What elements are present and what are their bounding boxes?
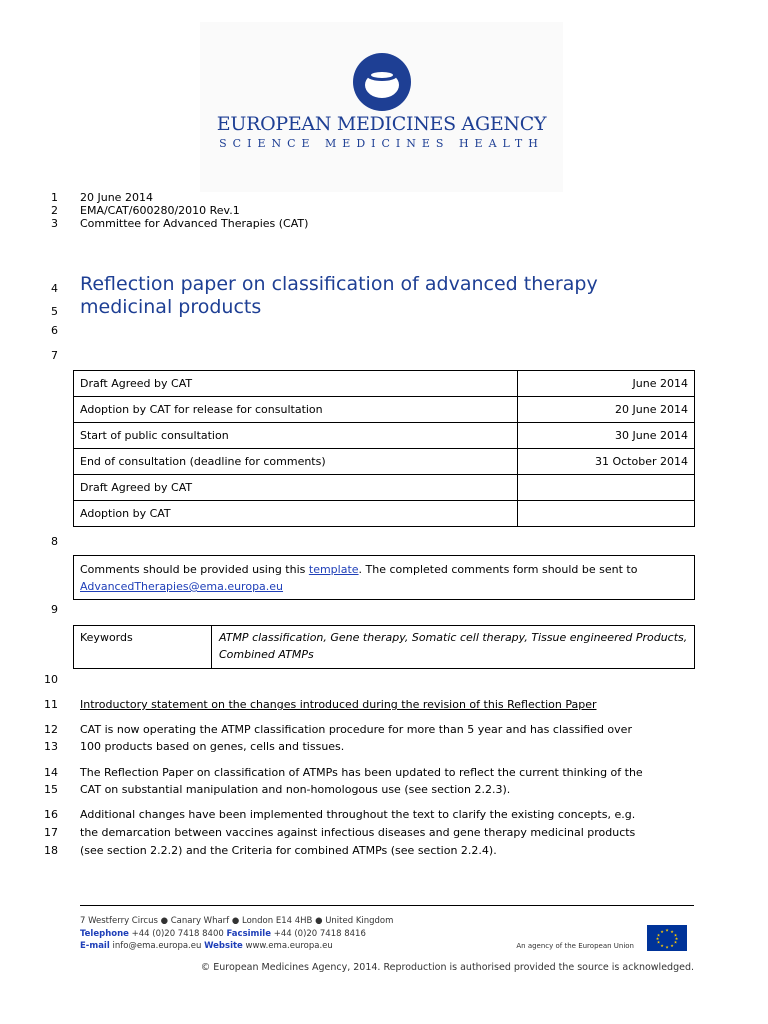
line-number: 8	[51, 535, 58, 548]
table-cell-date: June 2014	[518, 371, 695, 397]
body-text-line: Additional changes have been implemented throughout the text to clarify the existing concepts, e.g.	[80, 808, 636, 821]
table-cell-date: 31 October 2014	[518, 449, 695, 475]
table-cell-label: Adoption by CAT	[74, 501, 518, 527]
comments-text-start: Comments should be provided using this	[80, 563, 309, 576]
svg-text:★: ★	[670, 929, 674, 934]
keywords-divider	[211, 626, 212, 668]
footer-contact-line	[80, 941, 333, 951]
line-number: 13	[44, 740, 58, 753]
template-link[interactable]: template	[308, 563, 359, 576]
table-cell-date: 30 June 2014	[518, 423, 695, 449]
line-number: 11	[44, 698, 58, 711]
line-number: 14	[44, 766, 58, 779]
table-row	[74, 475, 695, 501]
footer-website[interactable]: www.ema.europa.eu	[245, 941, 333, 951]
footer-address: 7 Westferry Circus ● Canary Wharf ● London E14 4HB ● United Kingdom	[80, 916, 394, 926]
table-row	[74, 371, 695, 397]
svg-text:★: ★	[656, 932, 661, 938]
line-number: 12	[44, 723, 58, 736]
table-row	[74, 397, 695, 423]
body-text-line: The Reflection Paper on classification of ATMPs has been updated to reflect the current thinking of the	[80, 766, 643, 779]
svg-text:★: ★	[673, 932, 678, 938]
table-cell-label: Adoption by CAT for release for consultation	[74, 397, 518, 423]
table-cell-label: Draft Agreed by CAT	[74, 475, 518, 501]
body-text-line: CAT on substantial manipulation and non-homologous use (see section 2.2.3).	[80, 783, 511, 796]
logo-subtitle: SCIENCE MEDICINES HEALTH	[219, 137, 544, 150]
line-number: 2	[51, 204, 58, 217]
body-text-line: the demarcation between vaccines against infectious diseases and gene therapy medicinal products	[80, 826, 636, 839]
line-number: 6	[51, 324, 58, 337]
document-title-line-1: Reflection paper on classification of advanced therapy	[80, 273, 598, 295]
line-number: 3	[51, 217, 58, 230]
table-row	[74, 449, 695, 475]
table-cell-date: 20 June 2014	[518, 397, 695, 423]
body-text-line: 100 products based on genes, cells and tissues.	[80, 740, 345, 753]
footer-email[interactable]: info@ema.europa.eu	[112, 941, 202, 951]
line-number: 10	[44, 673, 58, 686]
line-number: 9	[51, 603, 58, 616]
svg-text:★: ★	[660, 943, 664, 948]
svg-text:★: ★	[673, 939, 678, 945]
body-text-line: CAT is now operating the ATMP classification procedure for more than 5 year and has classified over	[80, 723, 632, 736]
table-cell-date	[518, 475, 695, 501]
document-reference: EMA/CAT/600280/2010 Rev.1	[80, 204, 240, 217]
comments-email-link[interactable]: AdvancedTherapies@ema.europa.eu	[80, 580, 284, 593]
footer-phone-line	[80, 929, 366, 939]
svg-text:★: ★	[670, 943, 674, 948]
keywords-box	[73, 625, 695, 669]
committee-name: Committee for Advanced Therapies (CAT)	[80, 217, 309, 230]
keywords-value: ATMP classification, Gene therapy, Somatic cell therapy, Tissue engineered Products, Combined ATMPs	[219, 631, 688, 661]
body-text-line: (see section 2.2.2) and the Criteria for combined ATMPs (see section 2.2.4).	[80, 844, 497, 857]
table-cell-label: End of consultation (deadline for comments)	[74, 449, 518, 475]
ema-emblem-icon	[352, 52, 412, 112]
document-title-line-2: medicinal products	[80, 296, 262, 318]
comments-box	[73, 555, 695, 600]
svg-text:★: ★	[674, 936, 679, 941]
svg-text:★: ★	[655, 936, 660, 941]
document-date: 20 June 2014	[80, 191, 153, 204]
line-number: 1	[51, 191, 58, 204]
telephone-label: Telephone	[80, 929, 129, 939]
line-number: 17	[44, 826, 58, 839]
telephone-number: +44 (0)20 7418 8400	[131, 929, 224, 939]
line-number: 18	[44, 844, 58, 857]
line-number: 15	[44, 783, 58, 796]
svg-text:★: ★	[660, 929, 664, 934]
line-number: 16	[44, 808, 58, 821]
line-number: 5	[51, 305, 58, 318]
website-label: Website	[204, 941, 243, 951]
svg-text:★: ★	[665, 927, 669, 933]
agency-note: An agency of the European Union	[516, 942, 634, 950]
email-label: E-mail	[80, 941, 110, 951]
intro-heading: Introductory statement on the changes introduced during the revision of this Reflection Paper	[80, 698, 597, 711]
svg-text:★: ★	[656, 939, 661, 945]
line-number: 4	[51, 282, 58, 295]
dates-table	[73, 370, 695, 527]
line-number: 7	[51, 349, 58, 362]
footer-divider	[80, 905, 694, 906]
table-row	[74, 423, 695, 449]
fax-number: +44 (0)20 7418 8416	[273, 929, 366, 939]
copyright-notice: © European Medicines Agency, 2014. Reproduction is authorised provided the source is acknowledged.	[200, 962, 694, 973]
fax-label: Facsimile	[226, 929, 271, 939]
table-cell-label: Start of public consultation	[74, 423, 518, 449]
svg-text:★: ★	[665, 944, 669, 950]
logo-title: EUROPEAN MEDICINES AGENCY	[216, 113, 547, 135]
comments-text-end: . The completed comments form should be sent to	[358, 563, 638, 576]
table-cell-date	[518, 501, 695, 527]
keywords-label: Keywords	[80, 631, 133, 644]
table-cell-label: Draft Agreed by CAT	[74, 371, 518, 397]
table-row	[74, 501, 695, 527]
comments-text	[80, 561, 685, 595]
eu-flag-icon	[647, 925, 687, 951]
